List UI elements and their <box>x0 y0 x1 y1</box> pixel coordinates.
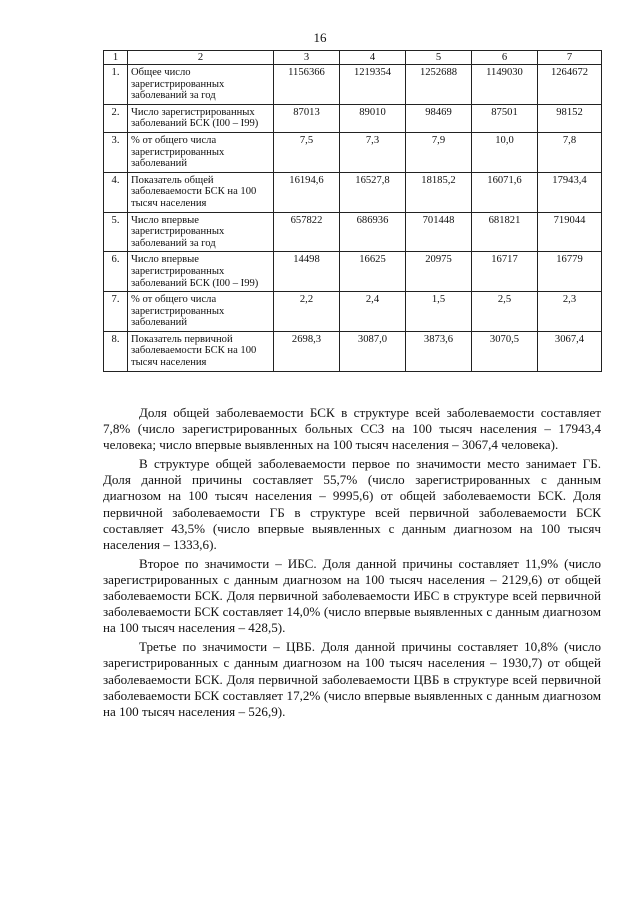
table-row <box>104 172 602 212</box>
table-header-cell: 5 <box>406 51 472 65</box>
table-cell: 1,5 <box>406 292 472 332</box>
table-cell: 87013 <box>274 104 340 132</box>
statistics-table <box>103 50 602 372</box>
table-cell: 1156366 <box>274 65 340 105</box>
table-header-cell: 1 <box>104 51 128 65</box>
table-cell: 3873,6 <box>406 331 472 371</box>
table-row <box>104 292 602 332</box>
table-cell: 1264672 <box>538 65 602 105</box>
table-cell: 98152 <box>538 104 602 132</box>
table-cell: 2,4 <box>340 292 406 332</box>
row-number: 4. <box>104 172 128 212</box>
table-header-row <box>104 51 602 65</box>
paragraph: Третье по значимости – ЦВБ. Доля данной причины составляет 10,8% (число зарегистрированных с данным диагнозом на 100 тысяч населения – 1930,7) от общей заболеваемости БСК. Доля первичной заболеваемости ЦВБ в структуре всей первичной заболеваемости БСК составляет 17,2% (число впервые выявленных с данным диагнозом на 100 тысяч населения – 526,9). <box>103 639 601 719</box>
table-header-cell: 6 <box>472 51 538 65</box>
table-cell: 10,0 <box>472 132 538 172</box>
table-cell: 1252688 <box>406 65 472 105</box>
table-cell: 1219354 <box>340 65 406 105</box>
table-cell: 89010 <box>340 104 406 132</box>
table-cell: 98469 <box>406 104 472 132</box>
table-row <box>104 212 602 252</box>
table-row <box>104 65 602 105</box>
table-row <box>104 104 602 132</box>
row-number: 1. <box>104 65 128 105</box>
row-label: Число зарегистрированных заболеваний БСК (I00 – I99) <box>128 104 274 132</box>
row-number: 3. <box>104 132 128 172</box>
table-row <box>104 331 602 371</box>
paragraph: Доля общей заболеваемости БСК в структуре всей заболеваемости составляет 7,8% (число зарегистрированных больных ССЗ на 100 тысяч населения – 17943,4 человека; число впервые выявленных на 100 тысяч населения – 3067,4 человека). <box>103 405 601 453</box>
table-cell: 719044 <box>538 212 602 252</box>
row-label: Число впервые зарегистрированных заболеваний БСК (I00 – I99) <box>128 252 274 292</box>
paragraph: Второе по значимости – ИБС. Доля данной причины составляет 11,9% (число зарегистрированных с данным диагнозом на 100 тысяч населения – 2129,6) от общей заболеваемости БСК. Доля первичной заболеваемости ИБС в структуре всей первичной заболеваемости БСК составляет 14,0% (число впервые выявленных с данным диагнозом на 100 тысяч населения – 428,5). <box>103 555 601 636</box>
table-cell: 2,2 <box>274 292 340 332</box>
table-header-cell: 3 <box>274 51 340 65</box>
table-cell: 16779 <box>538 252 602 292</box>
table-cell: 14498 <box>274 252 340 292</box>
table-cell: 7,3 <box>340 132 406 172</box>
row-label: Число впервые зарегистрированных заболеваний за год <box>128 212 274 252</box>
table-cell: 16527,8 <box>340 172 406 212</box>
table-cell: 17943,4 <box>538 172 602 212</box>
table-cell: 657822 <box>274 212 340 252</box>
table-cell: 2,3 <box>538 292 602 332</box>
table-header-cell: 4 <box>340 51 406 65</box>
row-label: Общее число зарегистрированных заболеваний за год <box>128 65 274 105</box>
table-cell: 701448 <box>406 212 472 252</box>
table-cell: 16717 <box>472 252 538 292</box>
row-number: 7. <box>104 292 128 332</box>
row-number: 8. <box>104 331 128 371</box>
table-row <box>104 132 602 172</box>
table-cell: 16071,6 <box>472 172 538 212</box>
table-cell: 681821 <box>472 212 538 252</box>
row-label: % от общего числа зарегистрированных заболеваний <box>128 292 274 332</box>
body-text <box>103 405 601 720</box>
table-cell: 20975 <box>406 252 472 292</box>
table-cell: 686936 <box>340 212 406 252</box>
table-cell: 1149030 <box>472 65 538 105</box>
row-number: 6. <box>104 252 128 292</box>
table-cell: 3067,4 <box>538 331 602 371</box>
row-number: 5. <box>104 212 128 252</box>
table-cell: 3070,5 <box>472 331 538 371</box>
table-cell: 3087,0 <box>340 331 406 371</box>
table-cell: 16625 <box>340 252 406 292</box>
row-number: 2. <box>104 104 128 132</box>
table-cell: 87501 <box>472 104 538 132</box>
row-label: Показатель общей заболеваемости БСК на 100 тысяч населения <box>128 172 274 212</box>
table-header-cell: 2 <box>128 51 274 65</box>
table-row <box>104 252 602 292</box>
row-label: Показатель первичной заболеваемости БСК на 100 тысяч населения <box>128 331 274 371</box>
row-label: % от общего числа зарегистрированных заболеваний <box>128 132 274 172</box>
table-cell: 7,5 <box>274 132 340 172</box>
paragraph: В структуре общей заболеваемости первое по значимости место занимает ГБ. Доля данной причины составляет 55,7% (число зарегистрированных с данным диагнозом на 100 тысяч населения – 9995,6) от общей заболеваемости БСК. Доля первичной заболеваемости ГБ в структуре всей первичной заболеваемости БСК составляет 43,5% (число впервые выявленных с данным диагнозом на 100 тысяч населения – 1333,6). <box>103 456 601 552</box>
table-cell: 2,5 <box>472 292 538 332</box>
table-cell: 2698,3 <box>274 331 340 371</box>
page-number: 16 <box>313 30 327 45</box>
table-cell: 16194,6 <box>274 172 340 212</box>
table-cell: 18185,2 <box>406 172 472 212</box>
table-cell: 7,8 <box>538 132 602 172</box>
table-header-cell: 7 <box>538 51 602 65</box>
table-cell: 7,9 <box>406 132 472 172</box>
